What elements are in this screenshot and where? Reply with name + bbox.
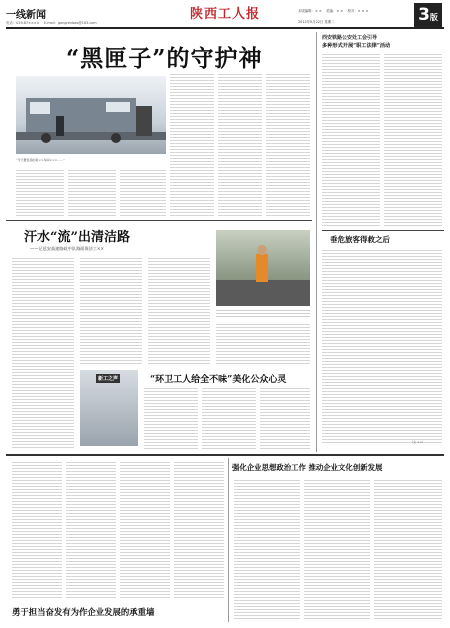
edition-number-text: 3 [418,5,430,25]
lead-photo [16,76,166,154]
lead-body-col-2 [68,168,116,216]
bottom-right-headline: 强化企业思想政治工作 推动企业文化创新发展 [232,463,383,472]
sidebar-title-1: 西安铁路公安处工会引导 [322,35,378,41]
contact-line: 电话：029-87×××× E-mail：gongrenbao@163.com [6,21,97,25]
header-rule [6,27,444,29]
info-line: 本版编辑：× × 美编：× × 校对：× × × [298,9,369,13]
article-2-col-2 [80,256,142,366]
sidebar-title-2: 多种形式开展“职工法律”活动 [322,43,391,49]
lead-headline: “黑匣子”的守护神 [66,45,263,72]
bottom-left-col-3 [120,460,170,600]
article-3-headline: “环卫工人给全不味”美化公众心灵 [150,375,287,385]
sidebar-body-3 [322,248,442,444]
article-2-col-3 [148,256,210,366]
article-3-col-1 [144,386,198,450]
article-2-subhead: ——记延安高速路政中队路面保洁工×× [30,246,105,251]
article-3-col-3 [260,386,310,450]
article-2-photo-caption [216,308,310,318]
lead-bottom-rule [6,220,312,221]
bottom-right-col-2 [304,478,370,620]
lead-photo-caption: “今天要表扬的是××车间×××……” [16,158,65,162]
highway-worker-icon [216,230,310,306]
lead-body-col-4 [170,72,214,216]
section-title: 一线新闻 [6,10,46,21]
sidebar-section-2-title: 垂危旅客得救之后 [330,235,390,244]
lead-body-col-5 [218,72,262,216]
sidebar-body-1 [322,52,380,226]
article-3-col-2 [202,386,256,450]
bottom-divider [228,458,229,622]
sidebar-rule [322,230,444,231]
bottom-right-col-3 [374,478,442,620]
bottom-left-headline: 勇于担当奋发有为作企业发展的承重墙 [12,607,155,617]
sidebar-divider [316,32,317,452]
article-3-photo-label: 新工之声 [98,376,119,382]
article-2-headline: 汗水“流”出清洁路 [24,230,130,245]
mid-rule [6,454,444,456]
bottom-left-col-1 [12,460,62,600]
sidebar-body-2 [384,52,442,226]
date-line: 2012年5月22日 星期二 [298,20,335,24]
masthead: 陕西工人报 [190,7,261,22]
article-2-col-1 [12,256,74,448]
edition-label: 版 [429,13,438,22]
lead-body-col-3 [120,168,166,216]
lead-body-col-6 [266,72,310,216]
article-2-col-4 [216,322,310,366]
train-locomotive-icon [16,76,166,154]
lead-body-col-1 [16,168,64,216]
edition-number [414,3,442,27]
bottom-left-col-4 [174,460,224,600]
sidebar-credit: （文 ××） [410,440,425,444]
bottom-right-col-1 [234,478,300,620]
article-3-photo [80,370,138,446]
bottom-left-col-2 [66,460,116,600]
article-2-photo [216,230,310,306]
